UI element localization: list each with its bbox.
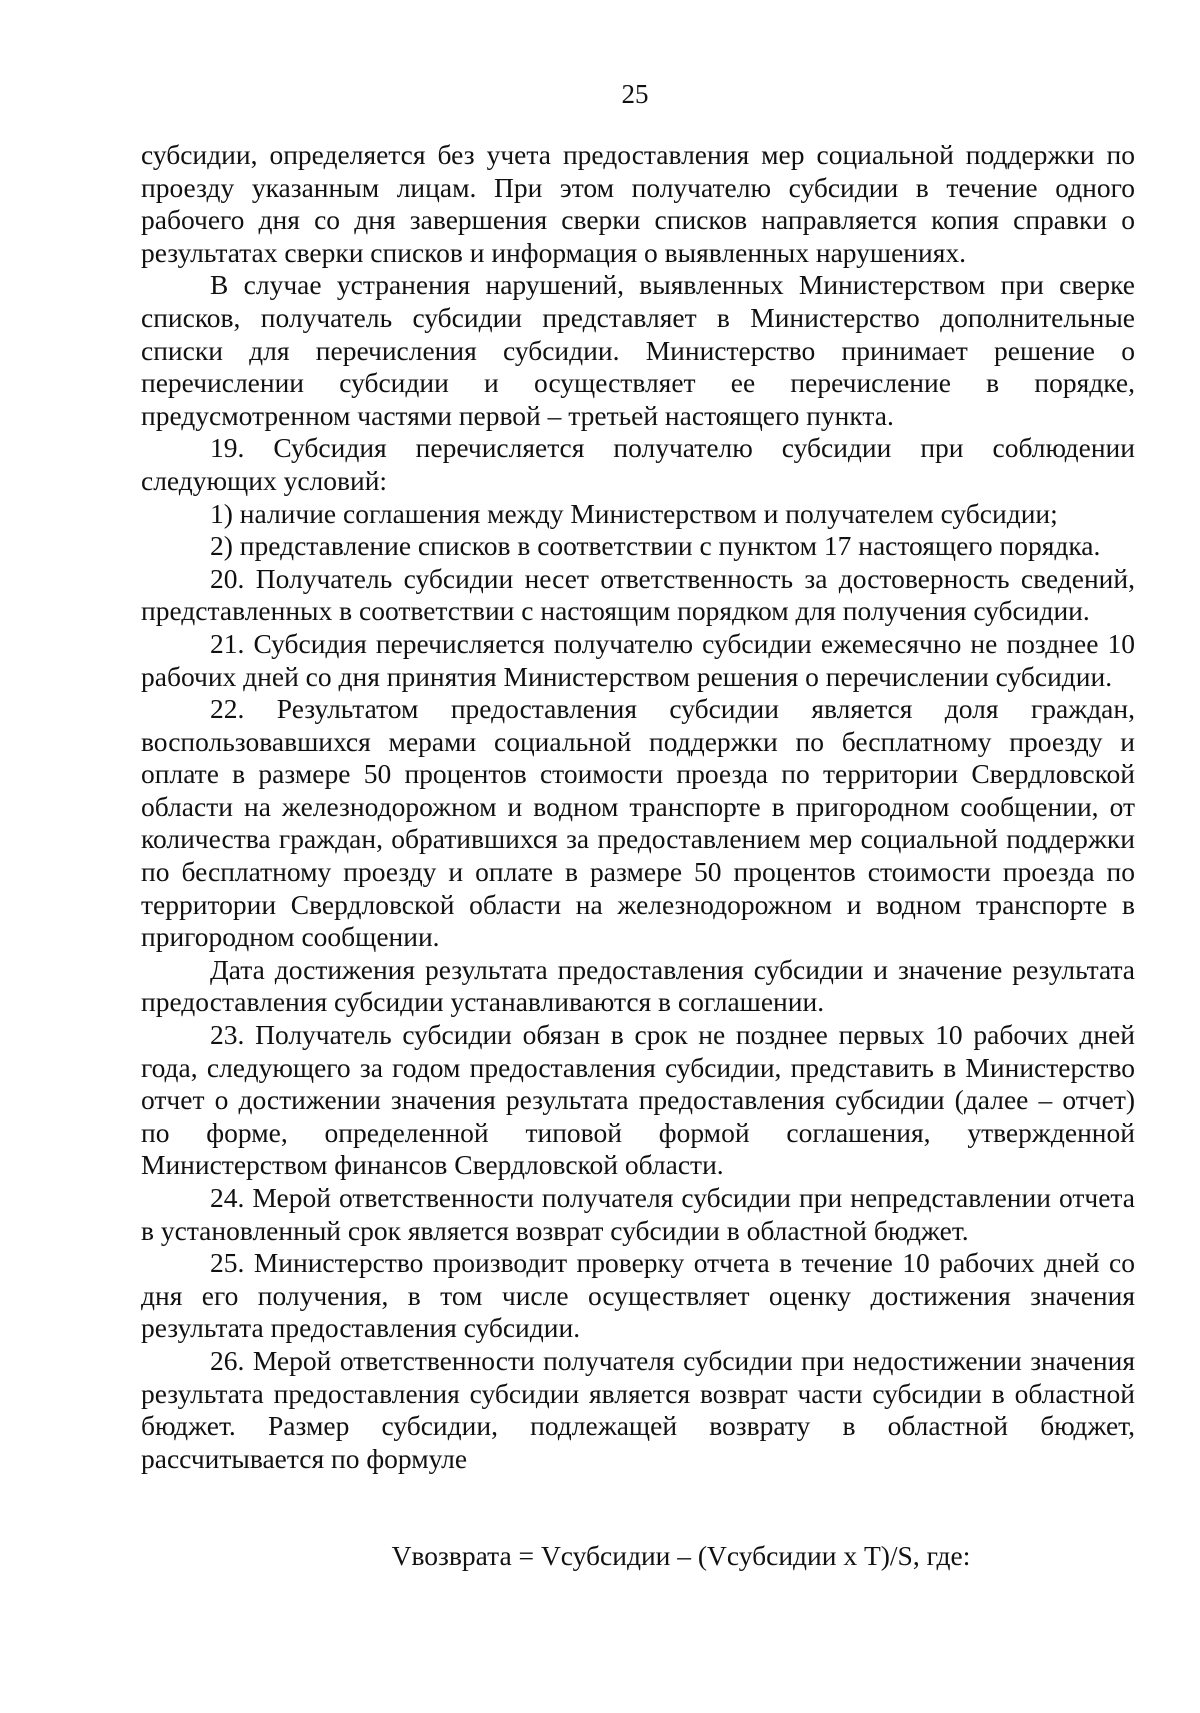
- page-number: 25: [621, 79, 649, 109]
- paragraph: В случае устранения нарушений, выявленных Министерством при сверке списков, получатель субсидии представляет в Министерство дополнительные списки для перечисления субсидии. Министерство принимает решение о перечислении субсидии и осуществляет ее перечисление в порядке, предусмотренном частями первой – третьей настоящего пункта.: [141, 269, 1135, 431]
- clause-19: 19. Субсидия перечисляется получателю субсидии при соблюдении следующих условий:: [141, 432, 1135, 496]
- paragraph: Дата достижения результата предоставления субсидии и значение результата предоставления субсидии устанавливаются в соглашении.: [141, 953, 1135, 1018]
- document-body: [141, 139, 1135, 1475]
- refund-formula: Vвозврата = Vсубсидии – (Vсубсидии х T)/S, где:: [391, 1540, 971, 1571]
- clause-24: 24. Мерой ответственности получателя субсидии при непредставлении отчета в установленный срок является возврат субсидии в областной бюджет.: [141, 1182, 1135, 1246]
- clause-21: 21. Субсидия перечисляется получателю субсидии ежемесячно не позднее 10 рабочих дней со дня принятия Министерством решения о перечислении субсидии.: [141, 627, 1135, 692]
- list-item-1: 1) наличие соглашения между Министерством и получателем субсидии;: [210, 497, 1058, 529]
- clause-22: 22. Результатом предоставления субсидии является доля граждан, воспользовавшихся мерами социальной поддержки по бесплатному проезду и оплате в размере 50 процентов стоимости проезда по территории Свердловской области на железнодорожном и водном транспорте в пригородном сообщении, от количества граждан, обратившихся за предоставлением мер социальной поддержки по бесплатному проезду и оплате в размере 50 процентов стоимости проезда по территории Свердловской области на железнодорожном и водном транспорте в пригородном сообщении.: [141, 693, 1135, 953]
- clause-20: 20. Получатель субсидии несет ответственность за достоверность сведений, представленных в соответствии с настоящим порядком для получения субсидии.: [141, 562, 1135, 627]
- clause-25: 25. Министерство производит проверку отчета в течение 10 рабочих дней со дня его получения, в том числе осуществляет оценку достижения значения результата предоставления субсидии.: [141, 1247, 1135, 1344]
- clause-26: 26. Мерой ответственности получателя субсидии при недостижении значения результата предоставления субсидии является возврат части субсидии в областной бюджет. Размер субсидии, подлежащей возврату в областной бюджет, рассчитывается по формуле: [141, 1344, 1135, 1474]
- clause-23: 23. Получатель субсидии обязан в срок не позднее первых 10 рабочих дней года, следующего за годом предоставления субсидии, представить в Министерство отчет о достижении значения результата предоставления субсидии (далее – отчет) по форме, определенной типовой формой соглашения, утвержденной Министерством финансов Свердловской области.: [141, 1019, 1135, 1181]
- list-item-2: 2) представление списков в соответствии с пунктом 17 настоящего порядка.: [210, 530, 1101, 562]
- paragraph-continuation: субсидии, определяется без учета предоставления мер социальной поддержки по проезду указанным лицам. При этом получателю субсидии в течение одного рабочего дня со дня завершения сверки списков направляется копия справки о результатах сверки списков и информация о выявленных нарушениях.: [141, 139, 1135, 268]
